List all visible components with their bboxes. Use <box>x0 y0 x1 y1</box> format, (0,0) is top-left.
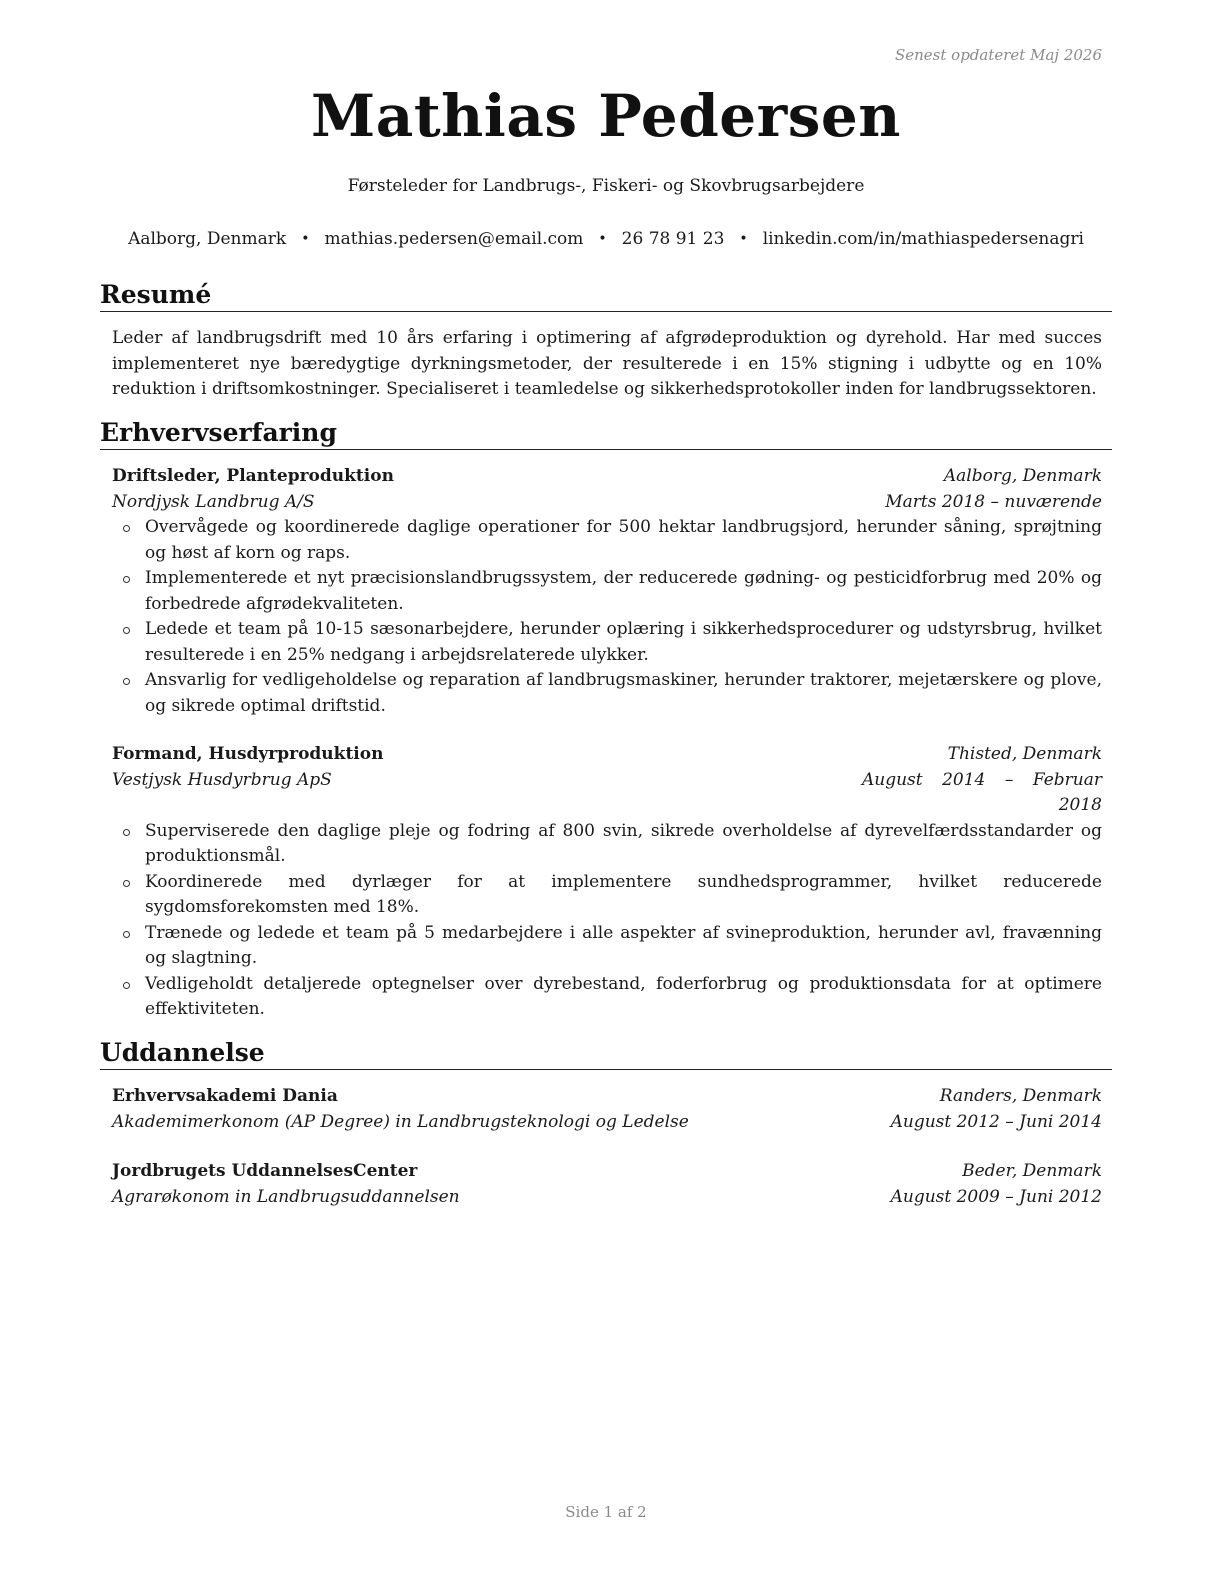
summary-text: Leder af landbrugsdrift med 10 års erfaring i optimering af afgrødeproduktion og dyrehold. Har med succes implementeret nye bæredygtige dyrkningsmetoder, der resulterede i en 15% stigning i udbytte og en 10% reduktion i driftsomkostninger. Specialiseret i teamledelse og sikkerhedsprotokoller inden for landbrugssektoren. <box>112 328 1102 399</box>
list-item <box>112 566 1102 617</box>
job-dates: August 2014 – Februar 2018 <box>862 769 1102 815</box>
circle-bullet-icon <box>123 627 130 634</box>
contact-linkedin[interactable]: linkedin.com/in/mathiaspedersenagri <box>762 229 1084 249</box>
circle-bullet-icon <box>123 678 130 685</box>
bullet-separator-icon: • <box>598 231 607 247</box>
job-company: Nordjysk Landbrug A/S <box>112 491 315 512</box>
bullet-text: Overvågede og koordinerede daglige operationer for 500 hektar landbrugsjord, herunder såning, sprøjtning og høst af korn og raps. <box>145 517 1102 563</box>
section-heading-education: Uddannelse <box>100 1038 1112 1070</box>
bullet-text: Implementerede et nyt præcisionslandbrugssystem, der reducerede gødning- og pesticidforbrug med 20% og forbedrede afgrødekvaliteten. <box>145 568 1102 614</box>
section-heading-summary: Resumé <box>100 280 1112 312</box>
list-item <box>112 972 1102 1023</box>
experience-entry <box>112 742 1102 1023</box>
job-role: Formand, Husdyrproduktion <box>112 744 384 764</box>
school-name: Jordbrugets UddannelsesCenter <box>112 1161 418 1181</box>
list-item <box>112 921 1102 972</box>
list-item <box>112 870 1102 921</box>
school-location: Randers, Denmark <box>939 1086 1102 1106</box>
circle-bullet-icon <box>123 576 130 583</box>
education-entry <box>112 1084 1102 1135</box>
bullet-text: Koordinerede med dyrlæger for at implementere sundhedsprogrammer, hvilket reducerede sygdomsforekomsten med 18%. <box>145 871 1102 917</box>
education-dates: August 2012 – Juni 2014 <box>890 1111 1102 1132</box>
experience-entry <box>112 464 1102 719</box>
circle-bullet-icon <box>123 525 130 532</box>
bullet-text: Superviserede den daglige pleje og fodring af 800 svin, sikrede overholdelse af dyrevelfærdsstandarder og produktionsmål. <box>145 820 1102 866</box>
last-updated: Senest opdateret Maj 2026 <box>894 46 1102 64</box>
bullet-text: Ledede et team på 10-15 sæsonarbejdere, herunder oplæring i sikkerhedsprocedurer og udstyrsbrug, hvilket resulterede i en 25% nedgang i arbejdsrelaterede ulykker. <box>145 619 1102 665</box>
job-role: Driftsleder, Planteproduktion <box>112 466 394 486</box>
job-location: Aalborg, Denmark <box>943 466 1102 486</box>
contact-phone[interactable]: 26 78 91 23 <box>621 229 725 249</box>
job-bullet-list <box>112 515 1102 719</box>
page-number: Side 1 af 2 <box>565 1503 647 1521</box>
contact-location: Aalborg, Denmark <box>128 229 287 249</box>
bullet-separator-icon: • <box>301 231 310 247</box>
circle-bullet-icon <box>123 829 130 836</box>
school-name: Erhvervsakademi Dania <box>112 1086 338 1106</box>
job-company: Vestjysk Husdyrbrug ApS <box>112 769 332 790</box>
contact-email[interactable]: mathias.pedersen@email.com <box>324 229 584 249</box>
job-title: Førsteleder for Landbrugs-, Fiskeri- og Skovbrugsarbejdere <box>347 176 865 196</box>
list-item <box>112 819 1102 870</box>
job-location: Thisted, Denmark <box>947 744 1102 764</box>
circle-bullet-icon <box>123 880 130 887</box>
school-location: Beder, Denmark <box>962 1161 1102 1181</box>
bullet-separator-icon: • <box>739 231 748 247</box>
bullet-text: Vedligeholdt detaljerede optegnelser over dyrebestand, foderforbrug og produktionsdata for at optimere effektiviteten. <box>145 973 1102 1019</box>
degree: Agrarøkonom in Landbrugsuddannelsen <box>112 1186 460 1207</box>
list-item <box>112 515 1102 566</box>
bullet-text: Trænede og ledede et team på 5 medarbejdere i alle aspekter af svineproduktion, herunder avl, fravænning og slagtning. <box>145 922 1102 968</box>
section-heading-experience: Erhvervserfaring <box>100 418 1112 450</box>
circle-bullet-icon <box>123 931 130 938</box>
contact-line <box>100 229 1112 249</box>
list-item <box>112 617 1102 668</box>
job-dates: Marts 2018 – nuværende <box>885 491 1102 512</box>
candidate-name: Mathias Pedersen <box>311 82 901 150</box>
list-item <box>112 668 1102 719</box>
education-dates: August 2009 – Juni 2012 <box>890 1186 1102 1207</box>
circle-bullet-icon <box>123 982 130 989</box>
degree: Akademimerkonom (AP Degree) in Landbrugsteknologi og Ledelse <box>112 1111 689 1132</box>
education-entry <box>112 1159 1102 1210</box>
bullet-text: Ansvarlig for vedligeholdelse og reparation af landbrugsmaskiner, herunder traktorer, mejetærskere og plove, og sikrede optimal driftstid. <box>145 670 1102 716</box>
job-bullet-list <box>112 819 1102 1023</box>
